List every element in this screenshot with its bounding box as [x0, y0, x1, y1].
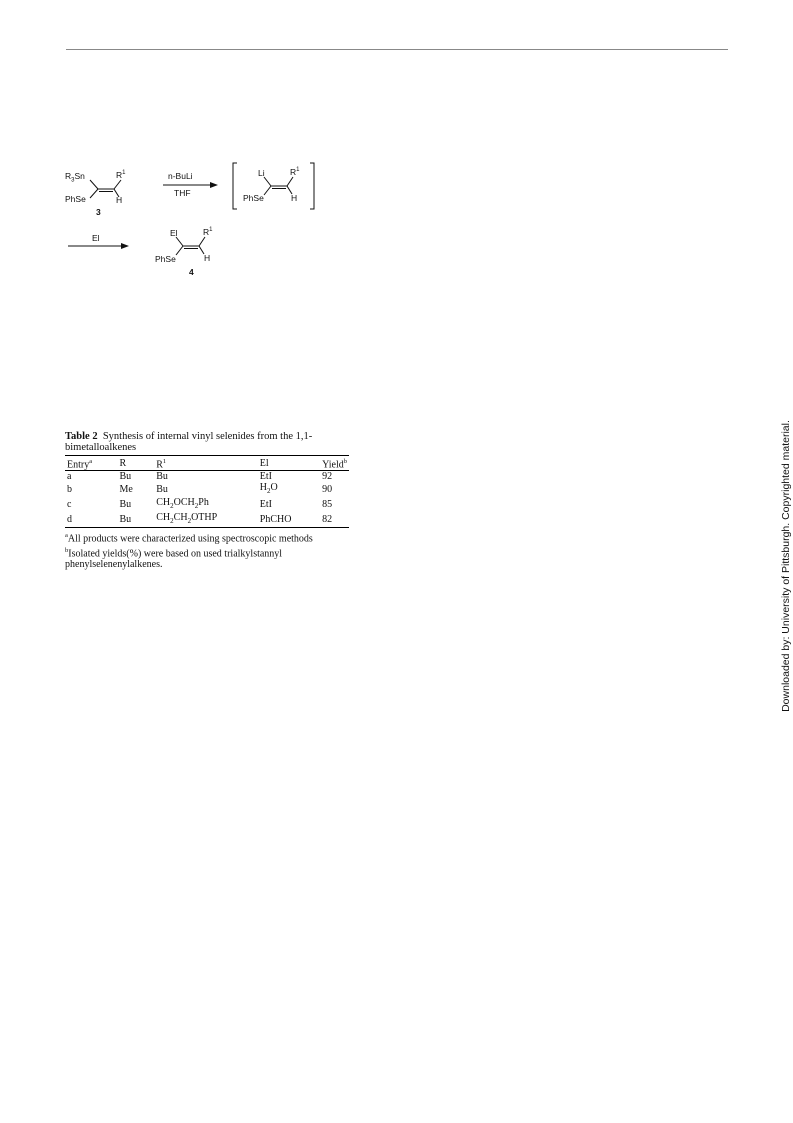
arrow-1-head	[210, 182, 218, 188]
reactant-bond-se	[90, 189, 98, 198]
cell-el: PhCHO	[259, 514, 292, 526]
product-el-label: El	[170, 228, 178, 238]
intermediate-r1-label: $R^1$	[290, 166, 300, 177]
table-number: Table 2	[65, 431, 98, 442]
arrow-2-head	[121, 243, 129, 249]
header-entry: Entry$^a$	[67, 458, 93, 471]
cell-r1: Bu	[156, 484, 168, 496]
intermediate-bond-se	[264, 186, 271, 195]
download-watermark: Downloaded by: University of Pittsburgh. Copyrighted material.	[780, 420, 792, 712]
cell-yield: 85	[322, 499, 333, 511]
cell-r1: Bu	[156, 471, 168, 483]
cell-el: EtI	[259, 499, 272, 511]
reagent-nbuli: n-BuLi	[168, 171, 193, 181]
cell-r: Me	[119, 484, 133, 496]
product-bond-se	[176, 246, 183, 255]
table-row	[65, 497, 349, 512]
cell-r: Bu	[119, 514, 132, 526]
cell-r: Bu	[119, 471, 132, 483]
cell-entry: c	[67, 499, 72, 511]
reactant-bond-sn	[90, 180, 98, 189]
table-title: Synthesis of internal vinyl selenides from the 1,1-bimetalloalkenes	[65, 431, 313, 453]
header-yield: Yield$^b$	[322, 458, 347, 471]
reactant-h-label: H	[116, 195, 123, 205]
cell-el: EtI	[259, 471, 272, 483]
intermediate-phse-label: PhSe	[243, 193, 264, 203]
cell-entry: d	[67, 514, 72, 526]
table-header-row	[65, 456, 349, 471]
table-2	[65, 431, 355, 570]
intermediate-li-label: Li	[258, 168, 265, 178]
header-rule	[66, 49, 728, 50]
table-row	[65, 482, 349, 497]
cell-r1: $CH_2CH_2OTHP$	[156, 512, 218, 526]
product-r1-label: $R^1$	[203, 226, 213, 237]
header-r: R	[119, 457, 127, 469]
cell-yield: 82	[322, 514, 333, 526]
product-bond-r1	[199, 237, 205, 246]
cell-entry: a	[67, 471, 72, 483]
header-r1: $R^1$	[156, 458, 167, 471]
reactant-stannyl-label: $R_3Sn$	[65, 171, 85, 184]
reactant-bond-r1	[114, 180, 121, 189]
bracket-left	[233, 163, 237, 209]
table-caption	[65, 431, 355, 453]
cell-entry: b	[67, 484, 72, 496]
product-bond-el	[176, 237, 183, 246]
cell-r1: $CH_2OCH_2Ph$	[156, 497, 209, 511]
data-table	[65, 455, 349, 528]
table-row	[65, 471, 349, 483]
electrophile-label: El	[92, 233, 100, 243]
cell-yield: 90	[322, 484, 333, 496]
solvent-thf: THF	[174, 188, 191, 198]
reaction-scheme	[60, 155, 330, 285]
product-phse-label: PhSe	[155, 254, 176, 264]
intermediate-bond-li	[264, 177, 271, 186]
reactant-phse-label: PhSe	[65, 194, 86, 204]
table-row	[65, 512, 349, 528]
table-footnote-b: $^b$Isolated yields(%) were based on used trialkylstannyl phenylselenenylalkenes.	[65, 546, 283, 570]
cell-r: Bu	[119, 499, 132, 511]
bracket-right	[310, 163, 314, 209]
cell-el: $H_2O$	[259, 482, 278, 496]
compound-3-number: 3	[96, 207, 101, 217]
intermediate-bond-r1	[287, 177, 293, 186]
product-h-label: H	[204, 253, 211, 263]
intermediate-h-label: H	[291, 193, 298, 203]
cell-yield: 92	[322, 471, 333, 483]
reactant-r1-label: $R^1$	[116, 169, 126, 180]
header-el: El	[259, 457, 269, 469]
compound-4-number: 4	[189, 267, 194, 277]
table-footnote-a: $^a$All products were characterized using spectroscopic methods	[65, 532, 313, 545]
